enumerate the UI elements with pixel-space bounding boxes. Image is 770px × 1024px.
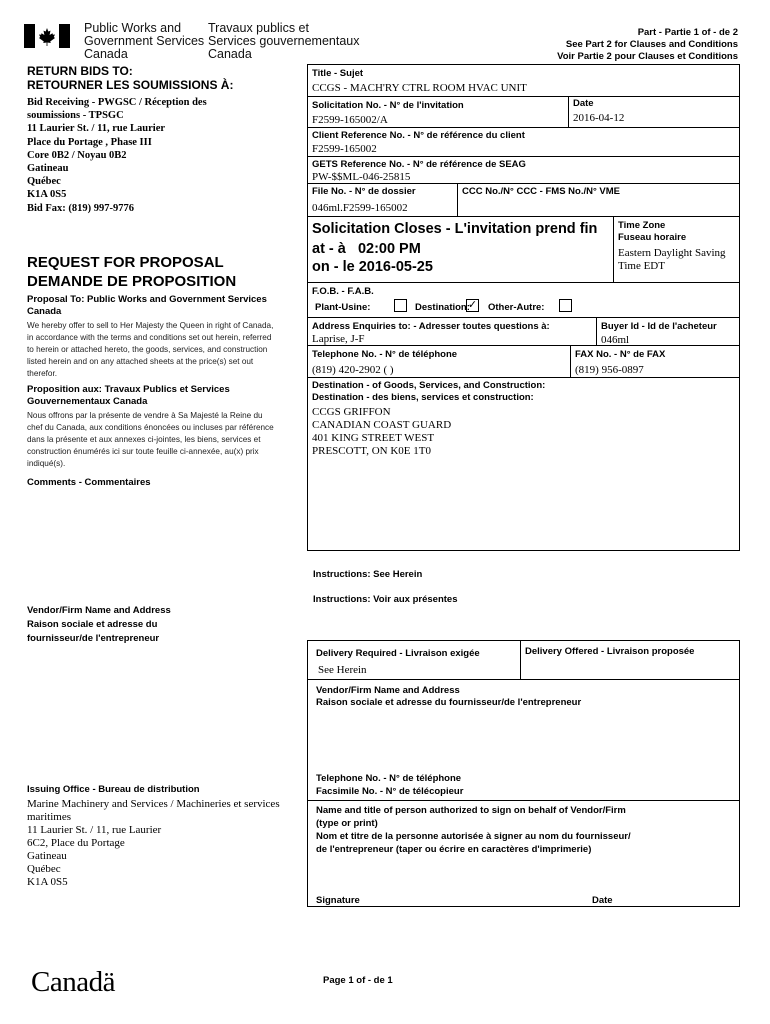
part-line: Voir Partie 2 pour Clauses et Conditions <box>557 51 738 62</box>
part-line: Part - Partie 1 of - de 2 <box>637 27 738 38</box>
signature-date-label: Date <box>592 895 613 906</box>
other-label: Other-Autre: <box>488 302 545 313</box>
proposition-heading: Proposition aux: Travaux Publics et Services Gouvernementaux Canada <box>27 384 230 407</box>
authorized-person-label <box>316 804 631 856</box>
fob-label: F.O.B. - F.A.B. <box>312 286 374 297</box>
address-line: Core 0B2 / Noyau 0B2 <box>27 149 127 161</box>
enquiries-value: Laprise, J-F <box>312 333 365 345</box>
return-bids-address <box>27 96 207 215</box>
instructions-fr: Instructions: Voir aux présentes <box>313 594 458 605</box>
file-no-label: File No. - N° de dossier <box>312 186 416 197</box>
solicitation-closes-label: Solicitation Closes - L'invitation prend fin <box>312 221 598 237</box>
issuing-line: Québec <box>27 863 61 875</box>
issuing-line: 11 Laurier St. / 11, rue Laurier <box>27 824 162 836</box>
dest-label-line: Destination - des biens, services et construction: <box>312 391 534 403</box>
destination-label: Destination: <box>415 302 470 313</box>
plant-checkbox[interactable] <box>394 299 407 312</box>
signature-label: Signature <box>316 895 360 906</box>
vendor-label-line: fournisseur/de l'entrepreneur <box>27 633 160 644</box>
proposal-to-heading: Proposal To: Public Works and Government Services Canada <box>27 294 267 317</box>
client-ref-value: F2599-165002 <box>312 143 377 155</box>
proposal-to-text: We hereby offer to sell to Her Majesty the Queen in right of Canada, in accordance with the terms and conditions set out herein, referred to herein or attached hereto, the goods, services, and construction listed herein and on any attached sheets at the price(s) set out therefor. <box>27 321 274 378</box>
title-label: Title - Sujet <box>312 68 364 79</box>
issuing-office-address <box>27 798 297 889</box>
issuing-line: 6C2, Place du Portage <box>27 837 125 849</box>
other-checkbox[interactable] <box>559 299 572 312</box>
dest-line: CCGS GRIFFON <box>312 406 391 418</box>
return-bids-title <box>27 64 233 92</box>
rfp-title-line: DEMANDE DE PROPOSITION <box>27 273 237 290</box>
part-line: See Part 2 for Clauses and Conditions <box>565 39 738 50</box>
solicitation-form-box <box>307 64 740 551</box>
enquiries-label: Address Enquiries to: - Adresser toutes questions à: <box>312 321 550 332</box>
vendor-label-line: Vendor/Firm Name and Address <box>27 605 171 616</box>
dest-line: 401 KING STREET WEST <box>312 432 435 444</box>
file-no-value: 046ml.F2599-165002 <box>312 202 408 214</box>
at-value: 02:00 PM <box>357 241 421 257</box>
closes-at <box>312 241 421 258</box>
tz-value-line: Time EDT <box>618 260 665 272</box>
plant-label: Plant-Usine: <box>315 302 371 313</box>
tz-label-line: Fuseau horaire <box>618 231 687 243</box>
delivery-required-label: Delivery Required - Livraison exigée <box>316 648 480 659</box>
fax-label: FAX No. - N° de FAX <box>575 349 666 360</box>
time-zone-label <box>618 220 686 243</box>
fax-value: (819) 956-0897 <box>575 364 644 376</box>
vendor-name-label <box>27 604 171 646</box>
at-label: at - à <box>312 241 346 257</box>
auth-line: Nom et titre de la personne autorisée à signer au nom du fournisseur/ <box>316 831 631 842</box>
ccc-no-label: CCC No./N° CCC - FMS No./N° VME <box>462 186 621 197</box>
vendor-firm-label <box>316 685 581 708</box>
address-line: Bid Fax: (819) 997-9776 <box>27 202 135 214</box>
delivery-offered-label: Delivery Offered - Livraison proposée <box>525 646 695 657</box>
dept-en-line: Government Services <box>84 34 205 48</box>
dept-fr-line: Services gouvernementaux <box>208 34 360 48</box>
proposition-text: Nous offrons par la présente de vendre à Sa Majesté la Reine du chef du Canada, aux conditions énoncées ou incluses par référence dans la présente et aux annexes ci-jointes, les biens, services et construction énumérés ici sur toute feuille ci-annexée, au(x) prix indiqué(s). <box>27 411 274 468</box>
address-line: Place du Portage , Phase III <box>27 136 152 148</box>
canada-flag-icon <box>24 24 70 48</box>
tel-line: Facsimile No. - N° de télécopieur <box>316 786 464 797</box>
date-label: Date <box>573 98 594 109</box>
buyer-id-label: Buyer Id - Id de l'acheteur <box>601 321 717 332</box>
phone-label: Telephone No. - N° de téléphone <box>312 349 458 360</box>
dest-line: CANADIAN COAST GUARD <box>312 419 452 431</box>
canada-wordmark-logo: Canadä <box>31 966 115 998</box>
gets-ref-label: GETS Reference No. - N° de référence de SEAG <box>312 159 526 170</box>
closes-on <box>312 259 433 276</box>
solicitation-value: F2599-165002/A <box>312 114 388 126</box>
dest-label-line: Destination - of Goods, Services, and Construction: <box>312 380 546 391</box>
delivery-required-value: See Herein <box>318 664 367 676</box>
tz-label-line: Time Zone <box>618 220 666 231</box>
dept-en-line: Canada <box>84 47 128 61</box>
date-value: 2016-04-12 <box>573 112 625 124</box>
destination-checkbox[interactable]: ✓ <box>467 299 478 311</box>
buyer-id-value: 046ml <box>601 334 630 346</box>
destination-goods-label <box>312 380 545 403</box>
issuing-line: Marine Machinery and Services / Machineries et services <box>27 798 280 810</box>
telephone-facsimile-label <box>316 772 463 798</box>
address-line: Québec <box>27 176 61 188</box>
return-title-line: RETOURNER LES SOUMISSIONS À: <box>27 78 234 92</box>
issuing-line: maritimes <box>27 811 71 823</box>
vendor-label-line: Raison sociale et adresse du <box>27 619 158 630</box>
issuing-line: K1A 0S5 <box>27 876 68 888</box>
address-line: 11 Laurier St. / 11, rue Laurier <box>27 123 166 135</box>
auth-line: Name and title of person authorized to sign on behalf of Vendor/Firm <box>316 805 626 816</box>
vendor-form-box <box>307 640 740 907</box>
time-zone-value <box>618 247 726 273</box>
tz-value-line: Eastern Daylight Saving <box>618 247 726 259</box>
phone-value: (819) 420-2902 ( ) <box>312 364 394 376</box>
dept-en-line: Public Works and <box>84 21 182 35</box>
address-line: soumissions - TPSGC <box>27 110 124 122</box>
instructions-en: Instructions: See Herein <box>313 569 423 580</box>
on-value: 2016-05-25 <box>358 259 433 275</box>
dept-fr-line: Canada <box>208 47 252 61</box>
comments-label: Comments - Commentaires <box>27 477 151 488</box>
dept-fr-line: Travaux publics et <box>208 21 309 35</box>
on-label: on - le <box>312 259 355 275</box>
issuing-office-title: Issuing Office - Bureau de distribution <box>27 784 200 795</box>
destination-address <box>312 406 451 458</box>
return-title-line: RETURN BIDS TO: <box>27 64 133 78</box>
department-name-en <box>84 22 204 61</box>
dest-line: PRESCOTT, ON K0E 1T0 <box>312 445 431 457</box>
vendor-firm-line: Raison sociale et adresse du fournisseur/de l'entrepreneur <box>316 696 582 708</box>
auth-line: de l'entrepreneur (taper ou écrire en caractères d'imprimerie) <box>316 844 592 855</box>
tel-line: Telephone No. - N° de téléphone <box>316 773 462 784</box>
department-name-fr <box>208 22 359 61</box>
part-indicator <box>557 27 738 63</box>
auth-line: (type or print) <box>316 818 378 829</box>
address-line: K1A 0S5 <box>27 189 67 201</box>
rfp-title-line: REQUEST FOR PROPOSAL <box>27 254 224 271</box>
solicitation-label: Solicitation No. - N° de l'invitation <box>312 100 464 111</box>
vendor-firm-line: Vendor/Firm Name and Address <box>316 685 460 696</box>
page-number: Page 1 of - de 1 <box>323 975 393 986</box>
address-line: Bid Receiving - PWGSC / Réception des <box>27 97 207 108</box>
address-line: Gatineau <box>27 163 69 175</box>
issuing-line: Gatineau <box>27 850 67 862</box>
gets-ref-value: PW-$$ML-046-25815 <box>312 171 411 183</box>
client-ref-label: Client Reference No. - N° de référence du client <box>312 130 525 141</box>
title-value: CCGS - MACH'RY CTRL ROOM HVAC UNIT <box>312 82 527 94</box>
rfp-title <box>27 253 236 291</box>
